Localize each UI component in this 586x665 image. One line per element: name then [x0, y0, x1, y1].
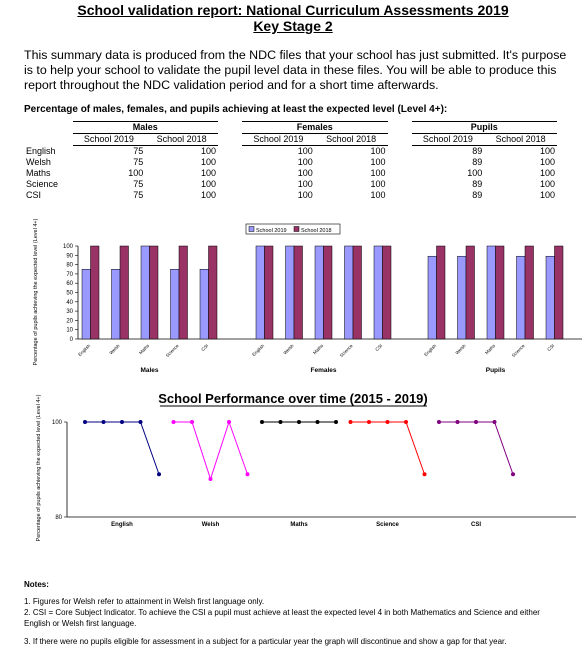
- bar: [82, 269, 91, 339]
- x-tick-label: Welsh: [282, 343, 295, 356]
- group-label: Pupils: [485, 367, 506, 374]
- data-point: [297, 420, 301, 424]
- bar: [171, 269, 180, 339]
- bar: [517, 256, 526, 339]
- report-title: School validation report: National Curriculum Assessments 2019: [77, 2, 509, 18]
- bar: [525, 246, 534, 339]
- bar: [428, 256, 437, 339]
- data-point: [157, 472, 161, 476]
- data-point: [404, 420, 408, 424]
- data-point: [437, 420, 441, 424]
- series-line: [439, 422, 513, 474]
- series-line: [351, 422, 425, 474]
- y-tick-label: 100: [62, 244, 73, 250]
- summary-table: [24, 121, 557, 201]
- x-tick-label: Science: [164, 343, 180, 359]
- y-axis-label: Percentage of pupils achieving the expected level (Level 4+): [33, 218, 39, 366]
- value-cell: 100: [200, 146, 216, 156]
- x-tick-label: Maths: [137, 343, 151, 356]
- column-header: School 2018: [484, 134, 557, 146]
- bar: [458, 256, 467, 339]
- data-point: [316, 420, 320, 424]
- value-cell: 100: [297, 157, 313, 167]
- value-cell: 75: [133, 190, 144, 200]
- value-cell: 100: [297, 168, 313, 178]
- value-cell: 100: [539, 157, 555, 167]
- bar: [286, 246, 295, 339]
- summary-table-body: [24, 146, 557, 202]
- bar: [437, 246, 446, 339]
- y-tick-label: 20: [66, 318, 73, 325]
- table-heading: Percentage of males, females, and pupils achieving at least the expected level (Level 4+):: [24, 104, 448, 115]
- data-point: [209, 477, 213, 481]
- bar: [496, 246, 505, 339]
- table-row: [24, 179, 557, 190]
- table-row: [24, 146, 557, 158]
- notes-heading: Notes:: [24, 580, 49, 589]
- bar: [141, 246, 150, 339]
- data-point: [172, 420, 176, 424]
- value-cell: 75: [133, 179, 144, 189]
- data-point: [349, 420, 353, 424]
- bar: [466, 246, 475, 339]
- bar: [179, 246, 188, 339]
- y-tick-label: 30: [66, 309, 73, 316]
- data-point: [246, 472, 250, 476]
- x-tick-label: CSI: [374, 343, 384, 353]
- data-point: [190, 420, 194, 424]
- y-tick-label: 90: [66, 253, 73, 260]
- column-header: School 2019: [412, 134, 485, 146]
- bar: [91, 246, 100, 339]
- data-point: [102, 420, 106, 424]
- intro-paragraph: This summary data is produced from the NDC files that your school has just submitted. It's purpose is to help your school to validate the pupil level data in these files. You will be able to produce this report throughout the NDC validation period and for a short time afterwards.: [24, 48, 567, 92]
- x-group-label: Science: [376, 522, 399, 528]
- bar: [353, 246, 362, 339]
- bar: [555, 246, 564, 339]
- x-tick-label: Maths: [483, 343, 497, 356]
- value-cell: 75: [133, 157, 144, 167]
- note-item: 2. CSI = Core Subject Indicator. To achieve the CSI a pupil must achieve at least the expected level 4 in both Mathematics and Science and either English or Welsh first language.: [24, 608, 540, 628]
- bar: [120, 246, 129, 339]
- data-point: [456, 420, 460, 424]
- line-chart: [0, 384, 586, 542]
- legend-label: School 2018: [301, 228, 332, 234]
- bar: [294, 246, 303, 339]
- bar: [315, 246, 324, 339]
- legend-swatch: [294, 227, 299, 232]
- data-point: [511, 472, 515, 476]
- bar: [209, 246, 218, 339]
- bar: [256, 246, 265, 339]
- data-point: [386, 420, 390, 424]
- subject-cell: CSI: [26, 190, 42, 200]
- value-cell: 100: [539, 190, 555, 200]
- column-header-row: [24, 134, 557, 146]
- data-point: [83, 420, 87, 424]
- data-point: [493, 420, 497, 424]
- value-cell: 89: [472, 179, 483, 189]
- column-header: School 2018: [315, 134, 388, 146]
- bar: [200, 269, 209, 339]
- value-cell: 100: [370, 146, 386, 156]
- data-point: [334, 420, 338, 424]
- x-tick-label: CSI: [200, 343, 210, 353]
- bar: [150, 246, 159, 339]
- y-tick-label: 80: [55, 515, 62, 521]
- column-header: School 2018: [145, 134, 218, 146]
- y-tick-label: 70: [66, 271, 73, 278]
- y-tick-label: 50: [66, 290, 73, 297]
- x-tick-label: English: [251, 343, 266, 358]
- x-group-label: CSI: [470, 522, 482, 528]
- data-point: [423, 472, 427, 476]
- note-item: 3. If there were no pupils eligible for assessment in a subject for a particular year the graph will discontinue and show a gap for that year.: [24, 637, 507, 646]
- x-tick-label: CSI: [546, 343, 556, 353]
- group-label: Females: [310, 367, 337, 374]
- value-cell: 100: [370, 157, 386, 167]
- legend-label: School 2019: [256, 228, 287, 234]
- y-tick-label: 0: [69, 337, 73, 343]
- data-point: [367, 420, 371, 424]
- x-tick-label: English: [77, 343, 92, 358]
- x-tick-label: English: [423, 343, 438, 358]
- x-tick-label: Welsh: [108, 343, 121, 356]
- y-tick-label: 80: [66, 262, 73, 269]
- group-header-row: [24, 122, 557, 134]
- group-header-pupils: Pupils: [412, 122, 558, 134]
- data-point: [227, 420, 231, 424]
- bar: [487, 246, 496, 339]
- x-group-label: Maths: [290, 522, 308, 528]
- legend-swatch: [249, 227, 254, 232]
- bar-chart: [0, 218, 586, 382]
- x-group-label: Welsh: [201, 522, 220, 528]
- value-cell: 100: [297, 179, 313, 189]
- table-row: [24, 168, 557, 179]
- group-header-females: Females: [242, 122, 388, 134]
- chart-legend: [246, 224, 340, 234]
- table-row: [24, 157, 557, 168]
- data-point: [120, 420, 124, 424]
- value-cell: 100: [297, 146, 313, 156]
- value-cell: 100: [370, 179, 386, 189]
- value-cell: 100: [370, 190, 386, 200]
- notes: [24, 579, 564, 647]
- bar: [324, 246, 333, 339]
- x-tick-label: Welsh: [454, 343, 467, 356]
- value-cell: 100: [467, 168, 483, 178]
- bar: [345, 246, 354, 339]
- data-point: [139, 420, 143, 424]
- x-tick-label: Science: [510, 343, 526, 359]
- y-tick-label: 100: [51, 420, 62, 426]
- value-cell: 100: [200, 190, 216, 200]
- value-cell: 89: [472, 190, 483, 200]
- series-line: [174, 422, 248, 479]
- column-header: School 2019: [73, 134, 146, 146]
- value-cell: 100: [200, 157, 216, 167]
- bar: [546, 256, 555, 339]
- bar: [112, 269, 121, 339]
- x-group-label: English: [111, 522, 133, 528]
- subject-cell: Science: [26, 179, 59, 189]
- y-tick-label: 10: [66, 327, 73, 334]
- value-cell: 89: [472, 146, 483, 156]
- data-point: [279, 420, 283, 424]
- y-tick-label: 40: [66, 299, 73, 306]
- value-cell: 100: [539, 179, 555, 189]
- value-cell: 89: [472, 157, 483, 167]
- data-point: [260, 420, 264, 424]
- subject-cell: Welsh: [26, 157, 51, 167]
- x-tick-label: Maths: [311, 343, 325, 356]
- y-axis-label: Percentage of pupils achieving the expected level (Level 4+): [36, 394, 42, 542]
- bar: [374, 246, 383, 339]
- group-header-males: Males: [73, 122, 219, 134]
- value-cell: 100: [539, 146, 555, 156]
- group-label: Males: [140, 367, 159, 374]
- data-point: [474, 420, 478, 424]
- bar: [383, 246, 392, 339]
- subject-cell: Maths: [26, 168, 51, 178]
- value-cell: 100: [297, 190, 313, 200]
- table-row: [24, 190, 557, 201]
- value-cell: 75: [133, 146, 144, 156]
- column-header: School 2019: [242, 134, 315, 146]
- chart-title: School Performance over time (2015 - 2019): [158, 391, 428, 406]
- value-cell: 100: [200, 168, 216, 178]
- subject-cell: English: [26, 145, 56, 156]
- value-cell: 100: [370, 168, 386, 178]
- x-tick-label: Science: [338, 343, 354, 359]
- y-tick-label: 60: [66, 281, 73, 288]
- report-subtitle: Key Stage 2: [253, 18, 333, 34]
- value-cell: 100: [200, 179, 216, 189]
- note-item: 1. Figures for Welsh refer to attainment in Welsh first language only.: [24, 597, 265, 606]
- bar: [265, 246, 274, 339]
- value-cell: 100: [128, 168, 144, 178]
- series-line: [85, 422, 159, 474]
- value-cell: 100: [539, 168, 555, 178]
